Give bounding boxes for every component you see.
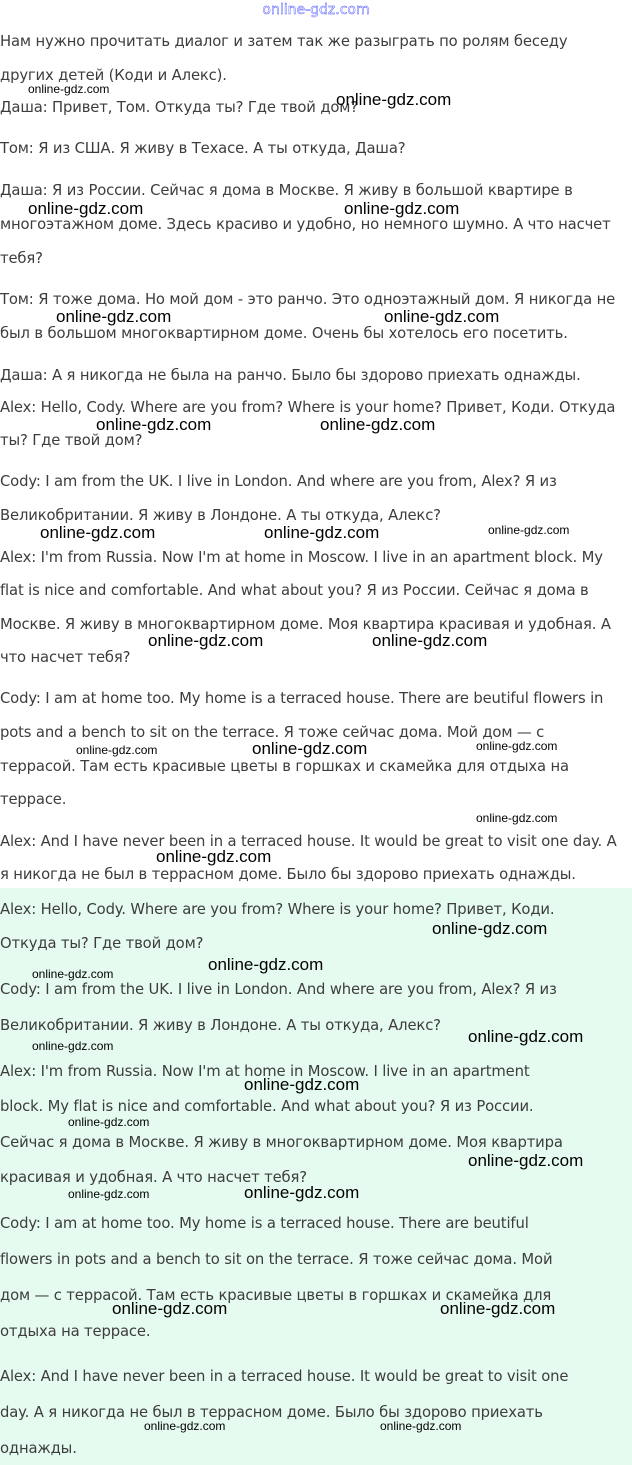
dialogue-line: что насчет тебя? — [0, 649, 131, 666]
dialogue-line: flat is nice and comfortable. And what about you? Я из России. Сейчас я дома в — [0, 582, 589, 599]
dialogue-line: Даша: Привет, Том. Откуда ты? Где твой дом? — [0, 99, 359, 116]
answer-line: однажды. — [0, 1440, 77, 1457]
watermark: online-gdz.com — [112, 1299, 228, 1318]
answer-line: красивая и удобная. А что насчет тебя? — [0, 1169, 307, 1186]
watermark: online-gdz.com — [440, 1299, 556, 1318]
answer-line: дом — с террасой. Там есть красивые цветы в горшках и скамейка для — [0, 1287, 552, 1304]
watermark: online-gdz.com — [76, 743, 158, 757]
watermark: online-gdz.com — [68, 1115, 150, 1129]
watermark: online-gdz.com — [56, 307, 172, 326]
answer-line: block. My flat is nice and comfortable. And what about you? Я из России. — [0, 1098, 534, 1115]
dialogue-line: был в большом многоквартирном доме. Очень бы хотелось его посетить. — [0, 325, 568, 342]
dialogue-line: Alex: Hello, Cody. Where are you from? Where is your home? Привет, Коди. Откуда — [0, 399, 616, 416]
answer-line: Alex: And I have never been in a terraced house. It would be great to visit one — [0, 1368, 569, 1385]
answer-line: Alex: I'm from Russia. Now I'm at home in Moscow. I live in an apartment — [0, 1063, 530, 1080]
dialogue-line: я никогда не был в террасном доме. Было бы здорово приехать однажды. — [0, 866, 576, 883]
watermark: online-gdz.com — [40, 523, 156, 542]
watermark: online-gdz.com — [476, 811, 558, 825]
dialogue-line: Alex: I'm from Russia. Now I'm at home in Moscow. I live in an apartment block. My — [0, 549, 603, 566]
watermark: online-gdz.com — [68, 1187, 150, 1201]
dialogue-line: pots and a bench to sit on the terrace. Я тоже сейчас дома. Мой дом — с — [0, 724, 545, 741]
answer-line: Cody: I am at home too. My home is a terraced house. There are beutiful — [0, 1215, 529, 1232]
watermark: online-gdz.com — [468, 1027, 584, 1046]
watermark: online-gdz.com — [28, 199, 144, 218]
dialogue-line: Даша: Я из России. Сейчас я дома в Москве. Я живу в большой квартире в — [0, 182, 573, 199]
dialogue-line: Великобритании. Я живу в Лондоне. А ты откуда, Алекс? — [0, 507, 441, 524]
dialogue-line: тебя? — [0, 250, 43, 267]
answer-line: Alex: Hello, Cody. Where are you from? Where is your home? Привет, Коди. — [0, 901, 555, 918]
watermark: online-gdz.com — [432, 919, 548, 938]
dialogue-line: Том: Я тоже дома. Но мой дом - это ранчо. Это одноэтажный дом. Я никогда не — [0, 291, 616, 308]
dialogue-line: Нам нужно прочитать диалог и затем так же разыграть по ролям беседу — [0, 33, 568, 50]
watermark: online-gdz.com — [244, 1075, 360, 1094]
watermark: online-gdz.com — [344, 199, 460, 218]
answer-line: Сейчас я дома в Москве. Я живу в многоквартирном доме. Моя квартира — [0, 1134, 563, 1151]
watermark: online-gdz.com — [156, 847, 272, 866]
watermark: online-gdz.com — [32, 1039, 114, 1053]
watermark: online-gdz.com — [244, 1183, 360, 1202]
watermark: online-gdz.com — [208, 955, 324, 974]
watermark: online-gdz.com — [468, 1151, 584, 1170]
watermark: online-gdz.com — [372, 631, 488, 650]
answer-line: Cody: I am from the UK. I live in London. And where are you from, Alex? Я из — [0, 981, 557, 998]
watermark: online-gdz.com — [384, 307, 500, 326]
dialogue-line: террасе. — [0, 791, 67, 808]
dialogue-line: Москве. Я живу в многоквартирном доме. Моя квартира красивая и удобная. А — [0, 616, 611, 633]
watermark: online-gdz.com — [476, 739, 558, 753]
watermark: online-gdz.com — [148, 631, 264, 650]
dialogue-line: Cody: I am from the UK. I live in London. And where are you from, Alex? Я из — [0, 473, 557, 490]
site-header-link[interactable]: online-gdz.com — [262, 2, 370, 18]
watermark: online-gdz.com — [96, 415, 212, 434]
answer-line: flowers in pots and a bench to sit on the terrace. Я тоже сейчас дома. Мой — [0, 1251, 553, 1268]
dialogue-line: других детей (Коди и Алекс). — [0, 67, 227, 84]
dialogue-line: Alex: And I have never been in a terraced house. It would be great to visit one day. A — [0, 833, 617, 850]
watermark: online-gdz.com — [320, 415, 436, 434]
watermark: online-gdz.com — [144, 1419, 226, 1433]
dialogue-line: ты? Где твой дом? — [0, 432, 143, 449]
answer-line: отдыха на террасе. — [0, 1323, 151, 1340]
dialogue-line: Cody: I am at home too. My home is a terraced house. There are beutiful flowers in — [0, 690, 604, 707]
answer-line: Великобритании. Я живу в Лондоне. А ты откуда, Алекс? — [0, 1017, 441, 1034]
dialogue-line: террасой. Там есть красивые цветы в горшках и скамейка для отдыха на — [0, 758, 569, 775]
watermark: online-gdz.com — [252, 739, 368, 758]
watermark: online-gdz.com — [380, 1419, 462, 1433]
answer-line: day. А я никогда не был в террасном доме. Было бы здорово приехать — [0, 1404, 543, 1421]
watermark: online-gdz.com — [488, 523, 570, 537]
watermark: online-gdz.com — [32, 967, 114, 981]
watermark: online-gdz.com — [336, 90, 452, 109]
dialogue-line: Том: Я из США. Я живу в Техасе. А ты откуда, Даша? — [0, 140, 406, 157]
watermark: online-gdz.com — [28, 82, 110, 96]
watermark: online-gdz.com — [264, 523, 380, 542]
dialogue-line: Даша: А я никогда не была на ранчо. Было бы здорово приехать однажды. — [0, 367, 581, 384]
answer-line: Откуда ты? Где твой дом? — [0, 935, 204, 952]
dialogue-line: многоэтажном доме. Здесь красиво и удобно, но немного шумно. А что насчет — [0, 216, 611, 233]
